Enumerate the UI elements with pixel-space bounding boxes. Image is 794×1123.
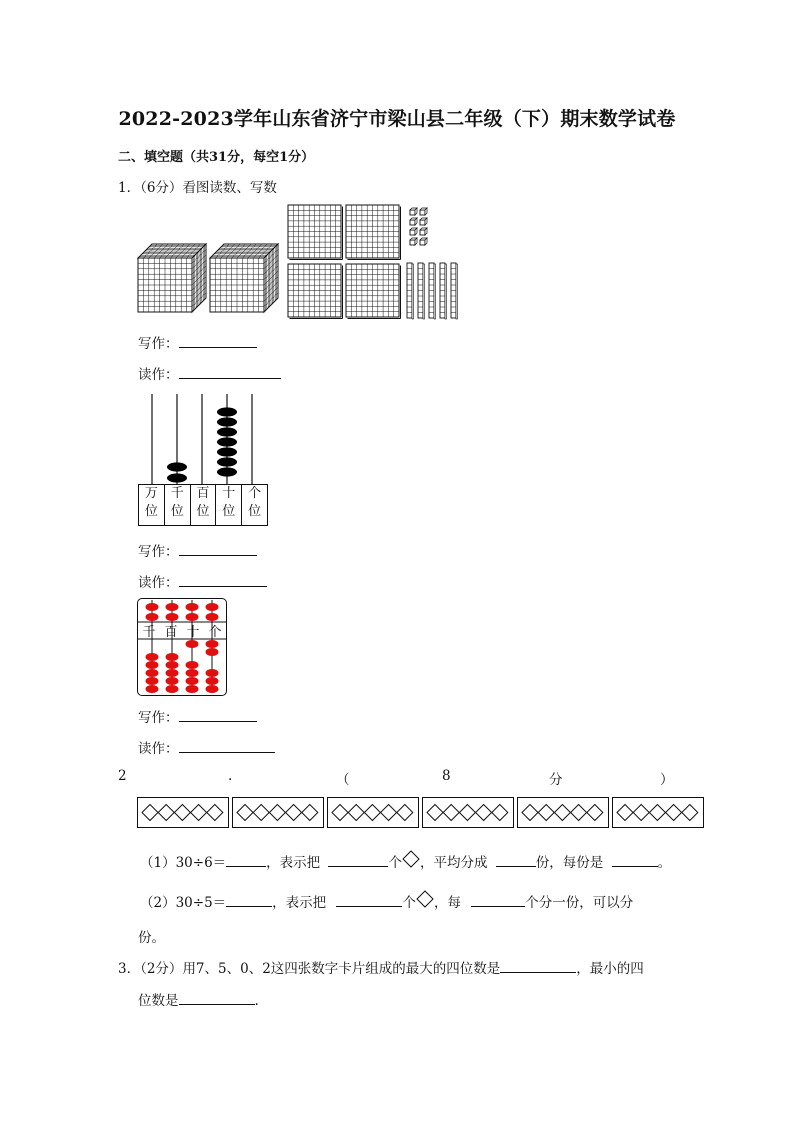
question-text: ，最小的四 — [576, 961, 644, 977]
thousand-cube — [138, 244, 206, 312]
q2-part-2 — [140, 890, 633, 911]
answer-blank[interactable] — [179, 740, 275, 753]
place-label-ones: 个 位 — [248, 486, 262, 519]
answer-blank[interactable] — [336, 894, 402, 907]
q1-write-row-1 — [138, 332, 257, 352]
answer-blank[interactable] — [179, 366, 281, 379]
read-label: 读作： — [138, 741, 179, 757]
q2-p1-text: 份，每份是 — [535, 855, 604, 871]
q1-read-row-2 — [138, 571, 267, 591]
answer-blank[interactable] — [179, 992, 255, 1005]
answer-blank[interactable] — [328, 854, 388, 867]
answer-blank[interactable] — [500, 960, 576, 973]
diamond-groups-figure — [137, 797, 707, 829]
question-number: 3． — [118, 961, 141, 977]
suanpan-place-labels — [138, 624, 226, 641]
thousand-cube — [210, 244, 278, 312]
place-value-labels — [138, 484, 268, 526]
diamond-icon — [416, 890, 434, 908]
place-label-tens: 十 位 — [216, 485, 242, 525]
place-label-ones: 个 — [208, 625, 222, 640]
question-2-dot: . — [228, 768, 233, 784]
question-text: . — [254, 993, 259, 1009]
question-2-close-paren: ） — [660, 772, 674, 788]
ten-rod — [407, 263, 414, 319]
q2-p2-text: 个 — [402, 895, 416, 911]
read-label: 读作： — [138, 575, 179, 591]
question-3-line-1 — [118, 957, 644, 977]
q2-p1-text: （1）30÷6＝ — [140, 855, 227, 871]
answer-blank[interactable] — [226, 894, 272, 907]
q1-write-row-2 — [138, 540, 257, 560]
place-label-thousands: 千 位 — [165, 485, 191, 525]
one-cube — [410, 218, 417, 225]
q2-p2-text: 个分一份，可以分 — [525, 895, 634, 911]
question-number: 1． — [118, 180, 141, 196]
question-text: 位数是 — [138, 993, 179, 1009]
one-cube — [410, 228, 417, 235]
one-cube — [420, 238, 427, 245]
q2-p1-text: ，平均分成 — [419, 855, 488, 871]
q2-part-2-wrap: 份。 — [138, 930, 165, 946]
q2-p1-text: ，表示把 — [266, 855, 321, 871]
answer-blank[interactable] — [226, 854, 266, 867]
answer-blank[interactable] — [179, 335, 257, 348]
q2-p2-text: ，每 — [433, 895, 461, 911]
q1-read-row-1 — [138, 363, 281, 383]
ten-rod — [429, 263, 436, 319]
diamond-group — [423, 798, 514, 828]
counting-frame-figure — [138, 392, 268, 484]
diamond-group — [328, 798, 419, 828]
write-label: 写作： — [138, 710, 179, 726]
q1-write-row-3 — [138, 706, 257, 726]
q2-p2-text: （2）30÷5＝ — [140, 895, 227, 911]
diamond-group — [233, 798, 324, 828]
one-cube — [410, 208, 417, 215]
ten-rod — [418, 263, 425, 319]
answer-blank[interactable] — [179, 543, 257, 556]
question-2-score-number: 8 — [442, 768, 451, 784]
page-title: 2022-2023学年山东省济宁市梁山县二年级（下）期末数学试卷 — [118, 108, 676, 130]
one-cube — [420, 218, 427, 225]
one-cube — [420, 228, 427, 235]
question-2-open-paren: （ — [336, 772, 350, 788]
ten-rod — [451, 263, 458, 319]
question-2-number: 2 — [118, 768, 127, 784]
place-label-ten-thousands: 万 位 — [139, 485, 165, 525]
place-label-tens: 十 — [186, 625, 200, 640]
question-2-score-unit: 分 — [549, 772, 563, 788]
question-text: 看图读数、写数 — [182, 180, 277, 196]
diamond-icon — [402, 850, 420, 868]
answer-blank[interactable] — [179, 574, 267, 587]
question-1-stem — [118, 176, 277, 196]
hundred-flat — [288, 205, 343, 260]
one-cube — [410, 238, 417, 245]
question-3-line-2 — [138, 989, 259, 1009]
place-label-hundreds: 百 位 — [191, 485, 217, 525]
suanpan-figure — [137, 598, 227, 696]
answer-blank[interactable] — [471, 894, 525, 907]
write-label: 写作： — [138, 336, 179, 352]
diamond-group — [613, 798, 704, 828]
question-text: 用7、5、0、2这四张数字卡片组成的最大的四位数是 — [182, 961, 501, 977]
diamond-group — [138, 798, 229, 828]
answer-blank[interactable] — [179, 709, 257, 722]
question-score: （6分） — [140, 180, 183, 196]
section-heading: 二、填空题（共31分，每空1分） — [118, 150, 315, 165]
q2-p1-text: 。 — [657, 855, 672, 871]
hundred-flat — [346, 205, 401, 260]
hundred-flat — [346, 264, 401, 319]
place-label-thousands: 千 — [142, 625, 156, 640]
answer-blank[interactable] — [612, 854, 658, 867]
question-score: （2分） — [140, 961, 183, 977]
ten-rod — [440, 263, 447, 319]
q2-p2-text: ，表示把 — [272, 895, 327, 911]
diamond-group — [518, 798, 609, 828]
write-label: 写作： — [138, 544, 179, 560]
place-label-hundreds: 百 — [164, 625, 178, 640]
hundred-flat — [288, 264, 343, 319]
answer-blank[interactable] — [496, 854, 536, 867]
q2-part-1 — [140, 850, 671, 871]
base-ten-blocks-figure — [136, 204, 476, 322]
q2-p1-text: 个 — [388, 855, 402, 871]
read-label: 读作： — [138, 367, 179, 383]
q1-read-row-3 — [138, 737, 275, 757]
one-cube — [420, 208, 427, 215]
